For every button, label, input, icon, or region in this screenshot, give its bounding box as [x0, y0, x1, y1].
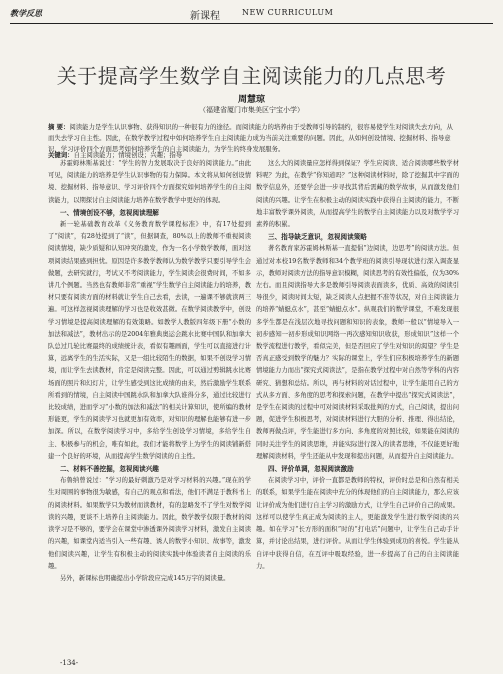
section-heading: 三、指导缺乏意识，忽视阅读策略 — [268, 233, 367, 242]
abstract-label: 摘 要： — [48, 123, 70, 131]
running-header — [10, 8, 493, 22]
body-paragraph: 在阅读学习中，评价一直都是教师的特权，评价时总是和自然有相关的联系，如果学生能在阅读中充分的体现他们的自主阅读能力，那么应该让评价成为他们进行自主学习的激励方式，让学生自己评价自己的成果。这样可以使学生真正成为阅读的主人，更能激发学生进行数学阅读的兴趣。如在学习“长方形的面积”时的“打电话”问题中，让学生自己动手计算，并讨论出结果，进行评价。从而让学生体验到成功的喜悦。学生能从自评中获得自信，在互评中吸取经验，进一步提高了自己的自主阅读能力。 — [256, 477, 459, 570]
keywords-text: 自主阅读能力；情境创设；兴趣；指导 — [73, 151, 183, 159]
left-column — [48, 158, 251, 652]
journal-section-label: 教学反思 — [10, 8, 42, 18]
section-heading: 一、情境创设不够，忽视阅读理解 — [60, 208, 159, 217]
section-heading: 四、评价单调，忽视阅读激励 — [268, 465, 354, 474]
header-divider — [10, 23, 493, 24]
body-paragraph: 另外，新课标也明确提出小学阶段应完成145万字的阅读量。 — [60, 574, 230, 582]
body-paragraph: 著名教育家苏霍姆林斯基一直提倡“边阅读，边思考”的阅读方法。但通过对本校19名数学教师和34个教学班的阅读引导现状进行深入调查显示，教师对阅读方法的指导意识模糊，阅读思考的有效性偏低，仅为30%左右。而且阅读指导大多是教师引导阅读表面读多，优质、高效的阅读引导很少，阅读时间太短，缺乏阅读人点把握不准等状况，对自主阅读能力的培养“蜻蜓点水”，甚至“蜻蜓点水”。纵观我们的数学课堂，不难发现很多学生都是在浅层次地寻找问题和知识的表象，教师一般以“情境导入一初步感知一初步形成知识网络一再次感知知识收获，形成知识”这样一个数学流程进行教学，看似完美，但是否回应了学生对知识的渴望？学生是否真正感受到数学的魅力？实际的课堂上，学生们应积极培养学生的新题情境能力力而出“探究式阅读法”，是指在教学过程中对自然等学科的内容研究、猜想和总结。所以，再与材料的对话过程中，让学生能用自己的方式从多方面、多角度的思考和探索问题，在教学中提出“探究式阅读法”，是学生在阅读的过程中可对阅读材料采取批判的方式，自己阅读，提出问题，促进学生积极思考，对阅读材料进行大胆的分析、推理、得出结论，教师再做点评，学生能进行多方向、多角度的对照比较，如果能在阅读的同时关注学生的阅读思维，并能实际进行深入的读者思维，不仅能更好地理解阅读材料，学生还能从中发现和提出问题，从而提升自主阅读能力。 — [256, 245, 459, 460]
author-name: 周慧琼 — [237, 95, 265, 105]
journal-column-name: 新课程 — [190, 11, 220, 22]
right-column — [256, 158, 459, 652]
keywords-label: 关键词： — [48, 151, 74, 159]
page-number: -134- — [60, 659, 79, 667]
abstract-text: 阅读能力是学生认识事物、获得知识的一种很有力的途径。而阅读能力的培养由于受教师引导的制约，很容易使学生对阅读失去方向，从而失去学习自主性。因此，在数学教学过程中如何培养学生自主阅读能力成为当前关注重要的问题。因此，从如何创设情境、挖掘材料、指导意识、学习评价四个方面思考如何培养学生的自主阅读能力，为学生的终身发展服务。 — [48, 123, 453, 153]
body-paragraph: 苏霍姆林斯基说过：“学生的智力发展取决于良好的阅读能力。”由此可见，阅读能力的培养是学生认识事物的有力保障。本文将从如何创设情境、挖掘材料、指导意识、学习评价四个方面探究如何培养学生的自主阅读能力，以期探讨自主阅读能力培养在数学教学中更好的体现。 — [48, 160, 251, 204]
body-paragraph: 新一轮基础教育改革《义务教育数学课程标准》中，有17处提到了“阅读”，有28处提到了“读”，但据调查，80%以上的教师不重视阅读阅读情境，缺少质疑和认知冲突的激发，作为一名小学数学教师，面对这项阅读结果感到担忧。原因是许多教学教师认为数学教学只要引导学生会做题，去研究就行，考试又不考阅读能力，学生阅读会很费时间，不如多讲几个例题。当然也有教师非常“重视”学生数学自主阅读能力的培养，教材只要有阅读方面的材料就让学生自己去看，去读，一遍课不够就读两三遍。可这样忽视阅读理解的学习也是收效甚微。在数学阅读教学中，创设学习情境是提高阅读理解的有效策略。如教学人教版四年级下册“小数的加法和减法”，教材出示的是2004年雅典奥运会跳水比赛中国队和加拿大队总过几轮比赛最终的成绩统计表，看似有趣画面，学生可以直接进行计算，远离学生的生活实际，又是一组比较陌生的数据，如果不创设学习情境，而让学生去读教材，肯定是阅读完整。因此，可以通过剪辑跳水比赛场面的照片和幻灯片，让学生感受到这比成绩的由来，然后激励学生联系所看到的情境，自主阅读中国跳水队和加拿大队谁得分多，通过比较进行比较成绩，进而学习“小数的加法和减法”的相关计算知识，使所编的教材形能更，学生的阅读学习也就更加有效率，对知识的理解也能够有进一步加深。所以，在数学阅读学习中，多给学生创设学习情境，多给学生自主、积极参与的机会，唯有如此，我们才能将数学上为学生的阅读铺新搭建一个良好的环境，从而提高学生数学阅读的自主性。 — [48, 221, 251, 460]
article-title: 关于提高学生数学自主阅读能力的几点思考 — [56, 64, 447, 88]
body-paragraph: 这么大的阅读量应怎样得到保证？学生应阅读、适合阅读哪些数学材料呢？为此，在教学“你知道吗？”这种阅读材料时，除了挖掘其中字面的数学信息外，还要学会进一步寻找其背后需藏的数学故事，从而激发他们阅读的兴趣。让学生在积极主动的阅读实践中获得自主阅读的能力，不断地丰富数学课外阅读，从而提高学生的数学自主阅读能力以及对数学学习素养的积累。 — [256, 160, 459, 229]
body-paragraph: 布鲁纳曾说过：“学习的最好刺激乃是对学习材料的兴趣。”现在的学生对周围的事物很为敏感，有自己的观点和看法，他们不满足于教科书上的阅读材料。如果数学只为教材而读教材，有的忽略发不了学生对数学阅读的兴趣，更谈不上培养自主阅读能力。因此，数学教学仅限于教材的阅读学习是不够的，要学会在课堂中渗透课外阅读学习材料，激发自主阅读的兴趣，如课堂内适当引入一些有趣、诱人的数学小知识、故事等，激发他们阅读兴趣，让学生有积极主动的阅读实践中体验读者自主阅读的乐趣。 — [48, 477, 251, 570]
author-affiliation: （福建省厦门市集美区宁宝小学） — [199, 106, 304, 114]
journal-english-name: NEW CURRICULUM — [242, 8, 334, 17]
section-heading: 二、材料不善挖掘，忽视阅读兴趣 — [60, 465, 159, 474]
